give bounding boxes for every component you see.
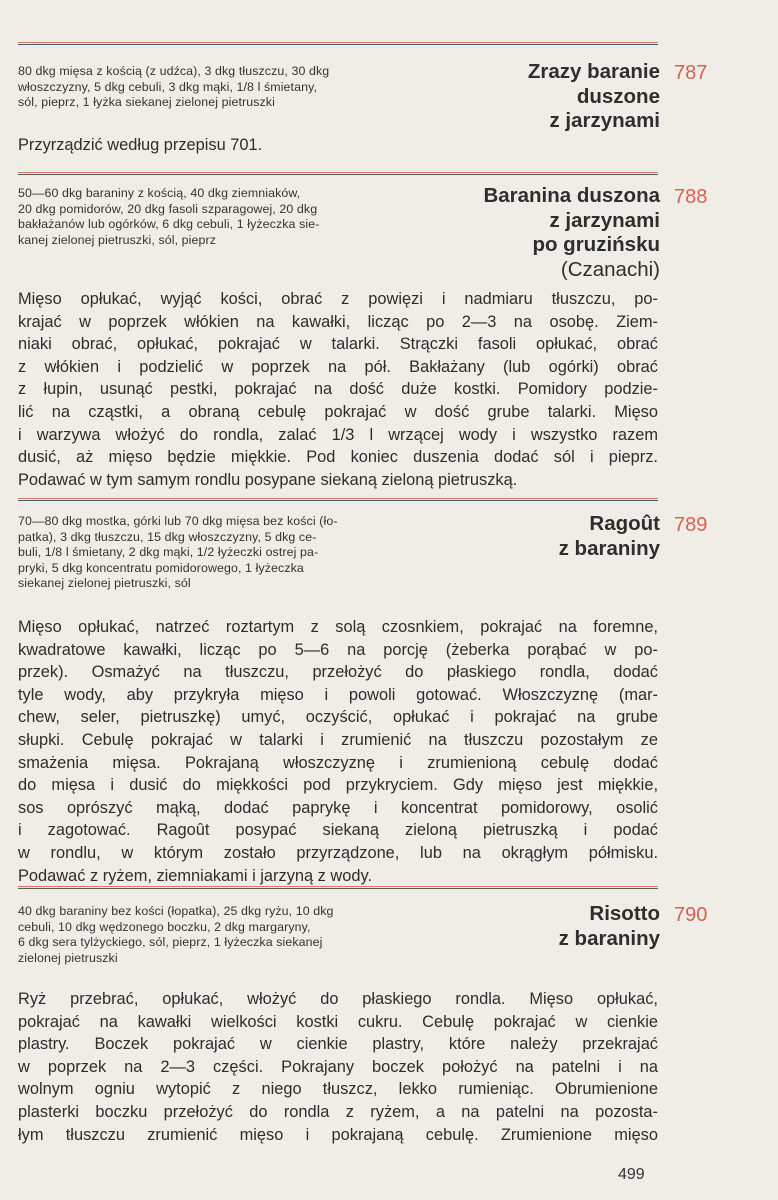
instruction-line: wolnym ogniu wytopić z niego tłuszcz, lekko rumieniąc. Obrumienione [18, 1080, 658, 1099]
recipe-number: 788 [674, 186, 708, 208]
instruction-line: i warzywa włożyć do rondla, zalać 1/3 l wrzącej wody i wszystko razem [18, 425, 658, 444]
title-line: Ragoût [589, 512, 660, 535]
instruction-line: niaki obrać, opłukać, pokrajać w talarki. Strączki fasoli opłukać, obrać [18, 335, 658, 354]
recipe-instructions [18, 988, 658, 1146]
ingredients-line: 20 dkg pomidorów, 20 dkg fasoli szparagowej, 20 dkg [18, 201, 318, 216]
instruction-line: plastry. Boczek pokrajać w cienkie plastry, które należy przekrajać [18, 1035, 658, 1054]
recipe-number: 789 [674, 514, 708, 536]
instruction-line: do mięsa i dusić do miękkości pod przykryciem. Gdy mięso jest miękkie, [18, 776, 658, 795]
instruction-line: Mięso opłukać, natrzeć roztartym z solą czosnkiem, pokrajać na foremne, [18, 618, 658, 636]
title-line: z baraniny [558, 536, 660, 560]
title-line: po gruzińsku [532, 233, 660, 256]
instruction-line: z łupin, usunąć pestki, pokrajać na dość duże kostki. Pomidory podzie- [18, 380, 658, 399]
instruction-line: słupki. Cebulę pokrajać w talarki i zrumienić na tłuszczu pozostałym ze [18, 730, 658, 749]
recipe-instructions [18, 288, 658, 491]
title-line: Zrazy baranie [527, 60, 660, 83]
instruction-line: w poprzek na 2—3 części. Pokrajany boczek położyć na patelni i na [18, 1057, 658, 1076]
ingredients-list [18, 904, 428, 966]
ingredients-line: 80 dkg mięsa z kością (z udźca), 3 dkg tłuszczu, 30 dkg [18, 64, 330, 78]
ingredients-line: 50—60 dkg baraniny z kością, 40 dkg ziemniaków, [18, 186, 301, 200]
recipe-title [400, 184, 660, 282]
instruction-line: krajać w poprzek włókien na kawałki, licząc po 2—3 na osobę. Ziem- [18, 312, 658, 331]
title-line: z jarzynami [549, 208, 660, 232]
page-number: 499 [618, 1166, 645, 1183]
recipe-title [440, 902, 660, 951]
instruction-line: dusić, aż mięso będzie miękkie. Pod koniec duszenia dodać sól i pieprz. [18, 448, 658, 467]
ingredients-line: siekanej zielonej pietruszki, sól [18, 576, 191, 591]
ingredients-line: kanej zielonej pietruszki, sól, pieprz [18, 232, 217, 247]
instruction-line: pokrajać na kawałki wielkości kostki cukru. Cebulę pokrajać w cienkie [18, 1012, 658, 1031]
instruction-line: przek). Osmażyć na tłuszczu, przełożyć do płaskiego rondla, dodać [18, 663, 658, 682]
section-separator [18, 42, 658, 44]
ingredients-line: sól, pieprz, 1 łyżka siekanej zielonej pietruszki [18, 95, 275, 110]
ingredients-line: pryki, 5 dkg koncentratu pomidorowego, 1 łyżeczka [18, 560, 304, 575]
instruction-line: łym tłuszczu zrumienić mięso i pokrajaną cebulę. Zrumienione mięso [18, 1125, 658, 1144]
title-line: Risotto [589, 902, 660, 925]
recipe-subtitle: (Czanachi) [560, 257, 660, 281]
recipe-number: 787 [674, 62, 708, 84]
ingredients-line: 70—80 dkg mostka, górki lub 70 dkg mięsa bez kości (ło- [18, 514, 338, 528]
instruction-line: Podawać z ryżem, ziemniakami i jarzyną z wody. [18, 866, 373, 885]
instruction-line: Przyrządzić według przepisu 701. [18, 136, 263, 154]
instruction-line: lić na cząstki, a obraną cebulę pokrajać w dość grube talarki. Mięso [18, 402, 658, 421]
title-line: duszone [576, 84, 660, 108]
instruction-line: Ryż przebrać, opłukać, włożyć do płaskiego rondla. Mięso opłukać, [18, 990, 658, 1008]
ingredients-line: 40 dkg baraniny bez kości (łopatka), 25 dkg ryżu, 10 dkg [18, 904, 334, 918]
recipe-title [420, 60, 660, 134]
instruction-line: plasterki boczku przełożyć do rondla z ryżem, a na patelni na pozosta- [18, 1102, 658, 1121]
ingredients-line: buli, 1/8 l śmietany, 2 dkg mąki, 1/2 łyżeczki ostrej pa- [18, 545, 319, 560]
instruction-line: w rondlu, w którym zostało przyrządzone, lub na okrągłym półmisku. [18, 843, 658, 862]
title-line: z jarzynami [549, 109, 660, 132]
instruction-line: sos oprószyć mąką, dodać paprykę i koncentrat pomidorowy, osolić [18, 798, 658, 817]
ingredients-list [18, 64, 438, 111]
recipe-title [440, 512, 660, 561]
recipe-number: 790 [674, 904, 708, 926]
recipe-instructions [18, 616, 658, 887]
title-line: Baranina duszona [483, 184, 660, 207]
instruction-line: tyle wody, aby przykryła mięso i powoli gotować. Włoszczyznę (mar- [18, 685, 658, 704]
instruction-line: z włókien i podzielić w poprzek na pół. Bakłażany (lub ogórki) obrać [18, 357, 658, 376]
title-line: z baraniny [558, 926, 660, 950]
instruction-line: Podawać w tym samym rondlu posypane siekaną zieloną pietruszką. [18, 470, 518, 489]
ingredients-line: cebuli, 10 dkg wędzonego boczku, 2 dkg margaryny, [18, 919, 311, 934]
instruction-line: kwadratowe kawałki, licząc po 5—6 na porcję (żeberka porąbać w po- [18, 640, 658, 659]
section-separator [18, 172, 658, 174]
ingredients-line: 6 dkg sera tylżyckiego, sól, pieprz, 1 łyżeczka siekanej [18, 935, 323, 950]
ingredients-line: patka), 3 dkg tłuszczu, 15 dkg włoszczyzny, 5 dkg ce- [18, 529, 317, 544]
ingredients-line: włoszczyzny, 5 dkg cebuli, 3 dkg mąki, 1/8 l śmietany, [18, 79, 317, 94]
recipe-instructions [18, 134, 658, 157]
ingredients-line: bakłażanów lub ogórków, 6 dkg cebuli, 1 łyżeczka sie- [18, 217, 320, 232]
instruction-line: Mięso opłukać, wyjąć kości, obrać z powięzi i nadmiaru tłuszczu, po- [18, 290, 658, 308]
ingredients-list [18, 186, 418, 248]
ingredients-line: zielonej pietruszki [18, 950, 118, 965]
instruction-line: smażenia mięsa. Pokrajaną włoszczyznę i zrumienioną cebulę dodać [18, 753, 658, 772]
ingredients-list [18, 514, 428, 592]
instruction-line: chew, seler, pietruszkę) umyć, oczyścić, opłukać i pokrajać na grube [18, 708, 658, 727]
section-separator [18, 498, 658, 500]
instruction-line: i zagotować. Ragoût posypać siekaną zieloną pietruszką i podać [18, 821, 658, 840]
